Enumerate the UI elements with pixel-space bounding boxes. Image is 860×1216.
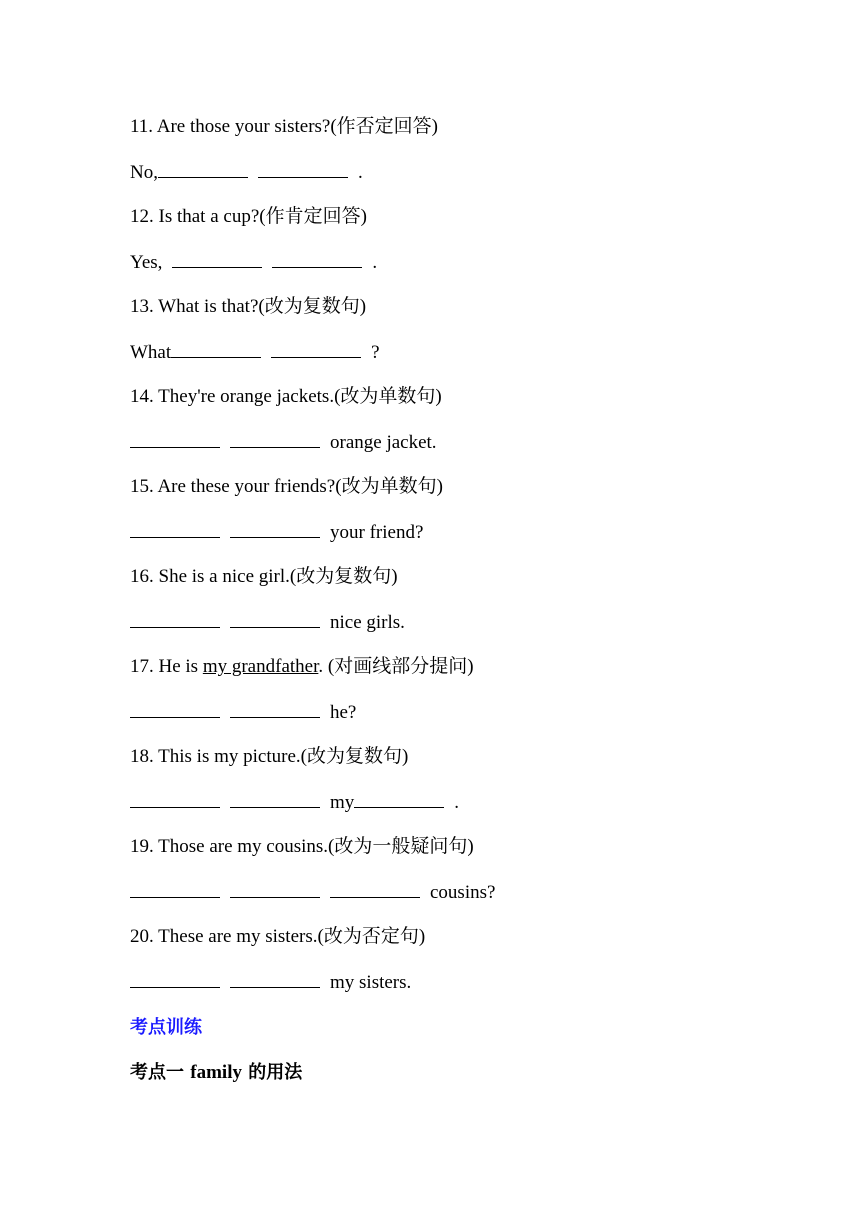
answer-blank[interactable] [354,790,444,808]
answer-blank[interactable] [130,790,220,808]
answer-blank[interactable] [330,880,420,898]
answer-line-19 [130,880,495,905]
question-19: 19. Those are my cousins.(改为一般疑问句) [130,836,474,857]
answer-end: my sisters. [330,972,412,993]
answer-blank[interactable] [130,970,220,988]
answer-lead: Yes, [130,252,163,273]
answer-end: . [372,252,378,273]
answer-end: nice girls. [330,612,405,633]
subsection-suffix: 的用法 [242,1062,303,1083]
answer-blank[interactable] [130,610,220,628]
question-15: 15. Are these your friends?(改为单数句) [130,476,443,497]
answer-end: orange jacket. [330,432,437,453]
question-13: 13. What is that?(改为复数句) [130,296,367,317]
answer-line-18 [130,790,459,815]
question-11: 11. Are those your sisters?(作否定回答) [130,116,438,137]
answer-blank[interactable] [230,790,320,808]
answer-blank[interactable] [230,430,320,448]
answer-blank[interactable] [130,700,220,718]
question-12: 12. Is that a cup?(作肯定回答) [130,206,367,227]
answer-mid: my [330,792,355,813]
answer-blank[interactable] [172,250,262,268]
answer-blank[interactable] [171,340,261,358]
question-17 [130,655,474,679]
answer-end: cousins? [430,882,496,903]
section-title: 考点训练 [130,1017,202,1038]
answer-line-20 [130,970,411,995]
answer-line-17 [130,700,356,725]
question-18: 18. This is my picture.(改为复数句) [130,746,409,767]
answer-blank[interactable] [272,250,362,268]
answer-blank[interactable] [258,160,348,178]
answer-line-11 [130,160,363,185]
answer-blank[interactable] [230,520,320,538]
question-14: 14. They're orange jackets.(改为单数句) [130,386,442,407]
question-text: 17. He is [130,656,203,677]
answer-end: . [357,162,363,183]
answer-line-12 [130,250,377,275]
answer-lead: What [130,342,172,363]
answer-end: ? [371,342,380,363]
answer-end: he? [330,702,357,723]
subsection-keyword: family [190,1062,242,1083]
answer-blank[interactable] [271,340,361,358]
answer-blank[interactable] [230,970,320,988]
answer-blank[interactable] [130,880,220,898]
answer-blank[interactable] [230,880,320,898]
answer-blank[interactable] [230,700,320,718]
answer-end: your friend? [330,522,424,543]
answer-blank[interactable] [158,160,248,178]
question-instruction: . (对画线部分提问) [318,656,474,677]
answer-blank[interactable] [230,610,320,628]
answer-blank[interactable] [130,430,220,448]
answer-line-14 [130,430,437,455]
answer-end: . [454,792,460,813]
answer-line-13 [130,340,380,365]
underlined-part: my grandfather [202,656,319,677]
question-20: 20. These are my sisters.(改为否定句) [130,926,426,947]
answer-lead: No, [130,162,158,183]
answer-blank[interactable] [130,520,220,538]
subsection-prefix: 考点一 [130,1062,191,1083]
subsection-heading [130,1061,302,1085]
question-16: 16. She is a nice girl.(改为复数句) [130,566,398,587]
answer-line-15 [130,520,423,545]
answer-line-16 [130,610,405,635]
